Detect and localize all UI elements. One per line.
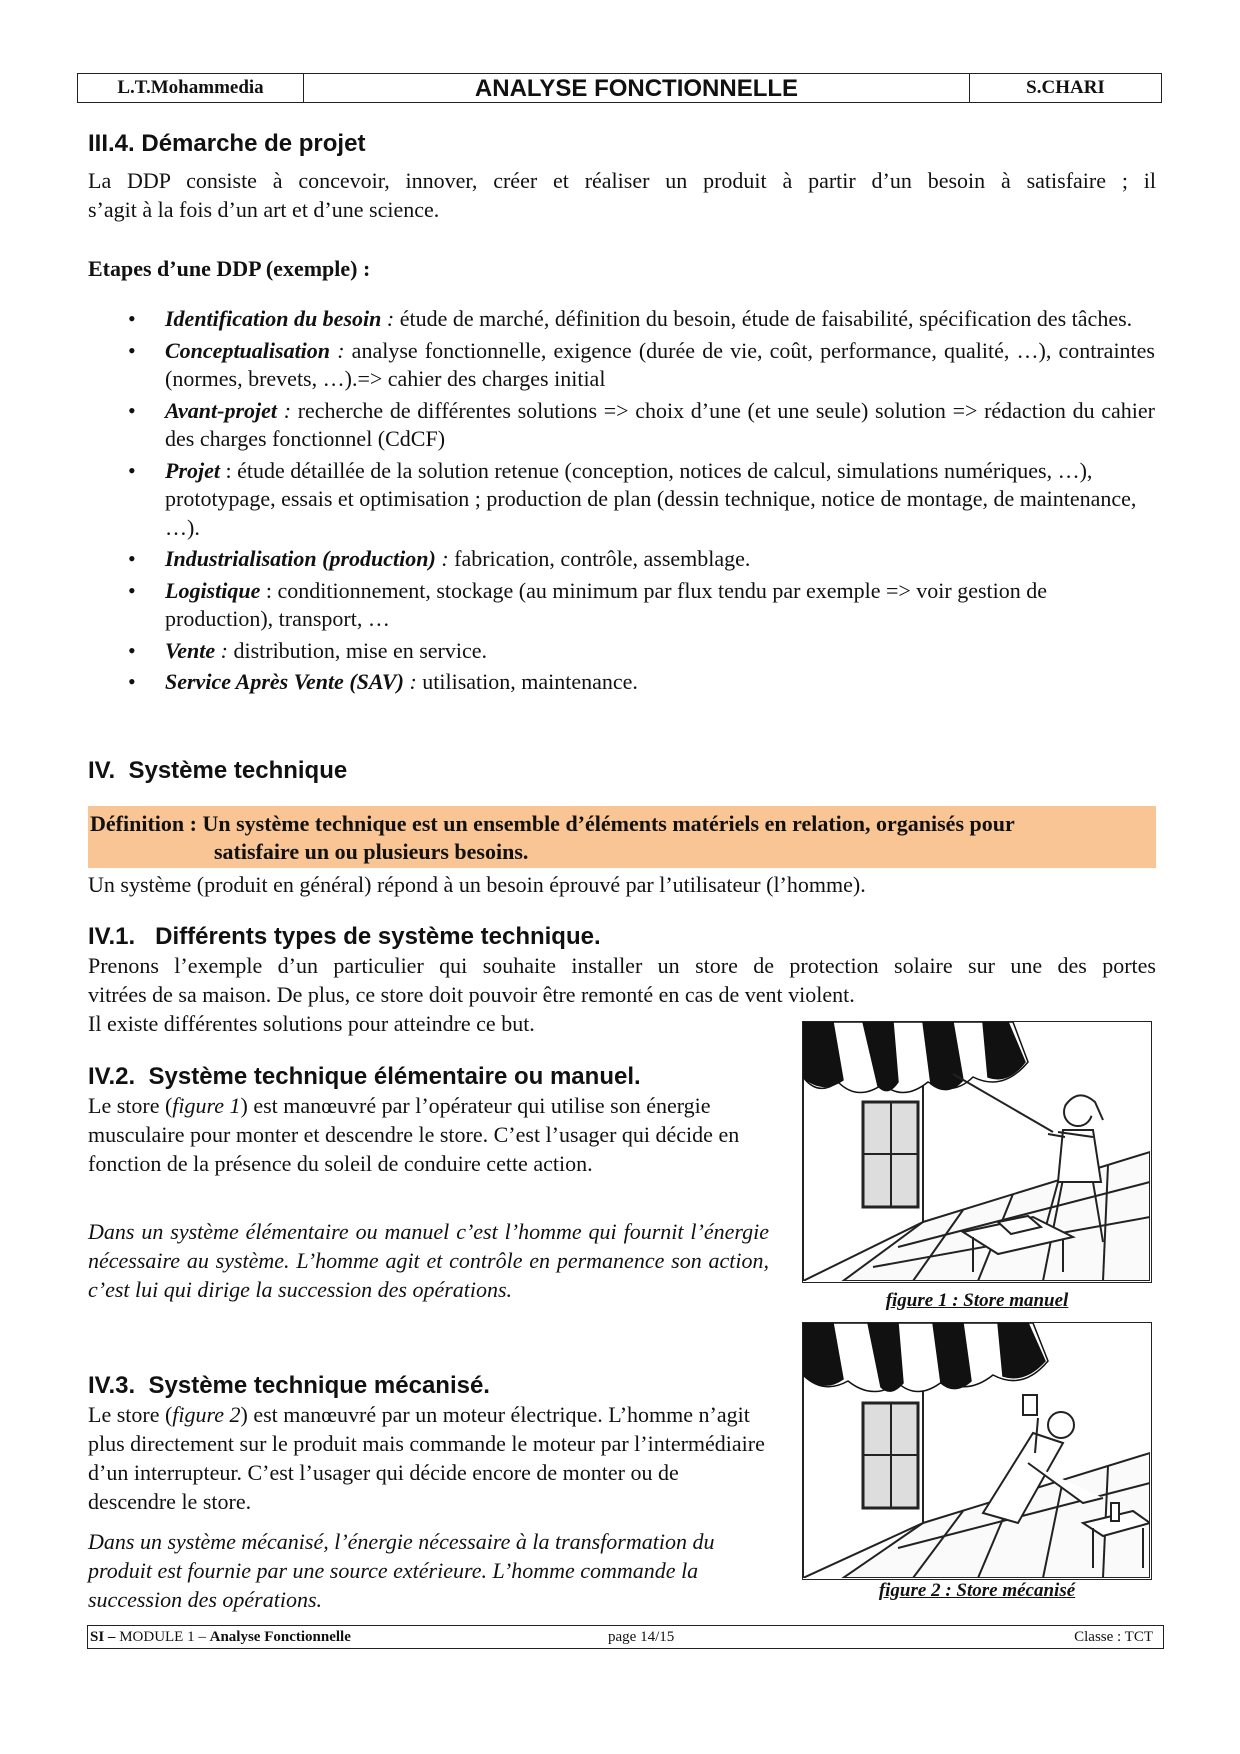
section-iv3-title: IV.3. Système technique mécanisé. (88, 1372, 490, 1399)
section-iv2-title: IV.2. Système technique élémentaire ou manuel. (88, 1063, 641, 1090)
figure-2-caption: figure 2 : Store mécanisé (878, 1580, 1076, 1601)
section-iv1-title: IV.1. Différents types de système technique. (88, 923, 601, 950)
footer-left: SI – MODULE 1 – Analyse Fonctionnelle (90, 1628, 351, 1645)
list-item: • Industrialisation (production) : fabrication, contrôle, assemblage. (125, 545, 1155, 574)
section-iv3-para1: Le store (figure 2) est manœuvré par un moteur électrique. L’homme n’agit plus directement sur le produit mais commande le moteur par l’intermédiaire d’un interrupteur. C’est l’usager qui décide encore de monter ou de descendre le store. (88, 1402, 765, 1514)
section-iv1-line3: Il existe différentes solutions pour atteindre ce but. (88, 1011, 535, 1036)
header-school: L.T.Mohammedia (78, 74, 304, 102)
section-iv2-para1: Le store (figure 1) est manœuvré par l’opérateur qui utilise son énergie musculaire pour monter et descendre le store. C’est l’usager qui décide en fonction de la présence du soleil de conduire cette action. (88, 1093, 740, 1176)
section-iii4-para-line2: s’agit à la fois d’un art et d’une science. (88, 197, 440, 222)
section-iv1-line1: Prenons l’exemple d’un particulier qui souhaite installer un store de protection solaire sur une des portes (88, 953, 1156, 978)
section-iv1-line2: vitrées de sa maison. De plus, ce store doit pouvoir être remonté en cas de vent violent. (88, 982, 855, 1007)
definition-line1: Un système technique est un ensemble d’éléments matériels en relation, organisés pour (202, 811, 1015, 836)
header-title: ANALYSE FONCTIONNELLE (304, 74, 970, 102)
figure-2-drawing (803, 1323, 1150, 1578)
list-item: • Identification du besoin : étude de marché, définition du besoin, étude de faisabilité, spécification des tâches. (125, 305, 1155, 334)
page-footer (87, 1625, 1164, 1649)
section-iii4-para-line1: La DDP consiste à concevoir, innover, créer et réaliser un produit à partir d’un besoin à satisfaire ; il (88, 168, 1156, 193)
definition-line2: satisfaire un ou plusieurs besoins. (214, 839, 529, 864)
list-item: • Service Après Vente (SAV) : utilisation, maintenance. (125, 668, 1155, 697)
list-item: • Vente : distribution, mise en service. (125, 637, 1155, 666)
list-item: • Avant-projet : recherche de différentes solutions => choix d’une (et une seule) solution => rédaction du cahier des charges fonctionnel (CdCF) (125, 397, 1155, 454)
section-iv3-para2: Dans un système mécanisé, l’énergie nécessaire à la transformation du produit est fournie par une source extérieure. L’homme commande la succession des opérations. (88, 1529, 715, 1612)
definition-label: Définition : (90, 811, 197, 836)
figure-1-store-manuel (802, 1021, 1152, 1283)
figure-2-store-mecanise (802, 1322, 1152, 1580)
steps-title: Etapes d’une DDP (exemple) : (88, 256, 371, 281)
section-iii4-title: III.4. Démarche de projet (88, 130, 366, 157)
header-author: S.CHARI (1026, 77, 1105, 98)
section-iv2-para2: Dans un système élémentaire ou manuel c’est l’homme qui fournit l’énergie nécessaire au système. L’homme agit et contrôle en permanence son action, c’est lui qui dirige la succession des opérations. (88, 1219, 769, 1302)
figure-1-caption: figure 1 : Store manuel (885, 1290, 1069, 1311)
page-header (77, 73, 1162, 103)
footer-class: Classe : TCT (1074, 1628, 1153, 1645)
list-item: • Conceptualisation : analyse fonctionnelle, exigence (durée de vie, coût, performance, qualité, …), contraintes (normes, brevets, …).=> cahier des charges initial (125, 337, 1155, 394)
section-iv-title: IV. Système technique (88, 757, 348, 784)
ddp-steps-list (125, 305, 1155, 700)
footer-page-number: page 14/15 (608, 1628, 675, 1645)
definition-box (88, 806, 1156, 868)
list-item: • Projet : étude détaillée de la solution retenue (conception, notices de calcul, simulations numériques, …), prototypage, essais et optimisation ; production de plan (dessin technique, notice de montage, de maintenance, …). (125, 457, 1155, 543)
figure-1-drawing (803, 1022, 1150, 1281)
list-item: • Logistique : conditionnement, stockage (au minimum par flux tendu par exemple => voir gestion de production), transport, … (125, 577, 1155, 634)
after-definition-text: Un système (produit en général) répond à un besoin éprouvé par l’utilisateur (l’homme). (88, 872, 866, 897)
